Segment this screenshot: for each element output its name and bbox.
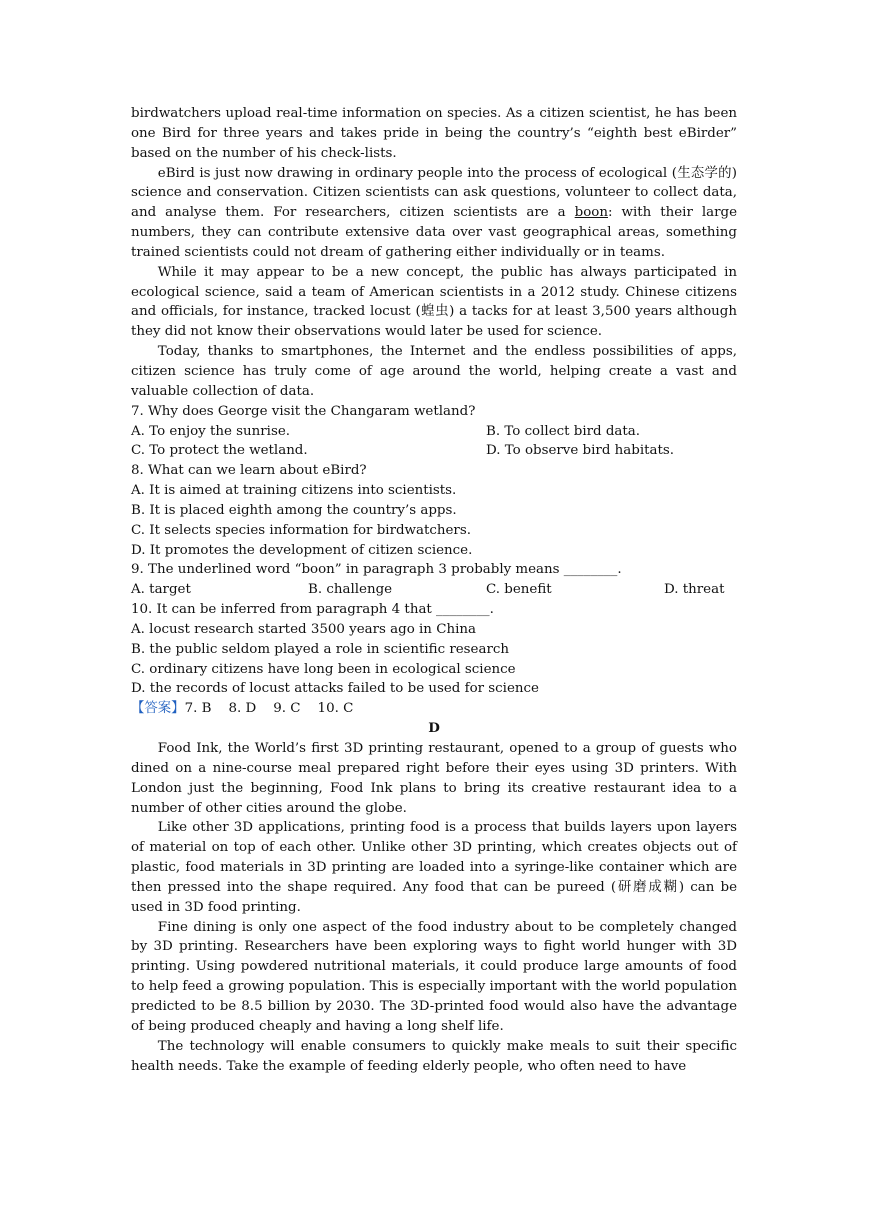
question-stem: 9. The underlined word “boon” in paragraph 3 probably means ________. xyxy=(131,562,622,578)
paragraph-text: eBird is just now drawing in ordinary people into the process of ecological (生态学的) science and conservation. Citizen scientists can ask questions, volunteer to collect data, and analyse them. For researchers, citizen scientists are a xyxy=(131,165,737,221)
option-b: B. the public seldom played a role in scientific research xyxy=(131,641,509,657)
option-c: C. benefit xyxy=(486,582,552,598)
question-stem: 10. It can be inferred from paragraph 4 that ________. xyxy=(131,602,494,618)
option-d: D. To observe bird habitats. xyxy=(486,443,674,459)
question-stem: 7. Why does George visit the Changaram wetland? xyxy=(131,403,476,419)
option-a: A. It is aimed at training citizens into scientists. xyxy=(131,483,457,499)
option-c: C. ordinary citizens have long been in ecological science xyxy=(131,661,516,677)
question-stem: 8. What can we learn about eBird? xyxy=(131,463,367,479)
document-page xyxy=(131,104,737,1076)
paragraph: Like other 3D applications, printing food is a process that builds layers upon layers of material on top of each other. Unlike other 3D printing, which creates objects out of plastic, food materials in 3D printing are loaded into a syringe-like container which are then pressed into the shape required. Any food that can be pureed (研磨成糊) can be used in 3D food printing. xyxy=(131,820,737,915)
paragraph: Today, thanks to smartphones, the Internet and the endless possibilities of apps, citizen science has truly come of age around the world, helping create a vast and valuable collection of data. xyxy=(131,344,737,399)
option-b: B. challenge xyxy=(308,582,393,598)
paragraph: Food Ink, the World’s first 3D printing restaurant, opened to a group of guests who dined on a nine-course meal prepared right before their eyes using 3D printers. With London just the beginning, Food Ink plans to bring its creative restaurant idea to a number of other cities around the globe. xyxy=(131,741,737,816)
answer-label: 【答案】 xyxy=(131,701,185,717)
paragraph: While it may appear to be a new concept, the public has always participated in ecological science, said a team of American scientists in a 2012 study. Chinese citizens and officials, for instance, tracked locust (蝗虫) a tacks for at least 3,500 years although they did not know their observations would later be used for science. xyxy=(131,264,737,340)
option-d: D. threat xyxy=(664,582,725,598)
option-b: B. To collect bird data. xyxy=(486,423,641,439)
answer-text: 7. B 8. D 9. C 10. C xyxy=(184,701,354,717)
option-a: A. target xyxy=(131,582,191,598)
paragraph: The technology will enable consumers to quickly make meals to suit their specific health needs. Take the example of feeding elderly people, who often need to have xyxy=(131,1038,737,1074)
paragraph: birdwatchers upload real-time information on species. As a citizen scientist, he has been one Bird for three years and takes pride in being the country’s “eighth best eBirder” based on the number of his check-lists. xyxy=(131,106,737,161)
paragraph: Fine dining is only one aspect of the food industry about to be completely changed by 3D printing. Researchers have been exploring ways to fight world hunger with 3D printing. Using powdered nutritional materials, it could produce large amounts of food to help feed a growing population. This is especially important with the world population predicted to be 8.5 billion by 2030. The 3D-printed food would also have the advantage of being produced cheaply and having a long shelf life. xyxy=(131,919,737,1034)
option-row xyxy=(131,422,737,442)
paragraph-text: : with their large numbers, they can contribute extensive data over vast geographical areas, something trained scientists could not dream of gathering either individually or in teams. xyxy=(131,205,737,260)
underlined-word-boon: boon xyxy=(574,205,608,221)
section-heading: D xyxy=(428,720,440,737)
answer-key xyxy=(131,699,737,719)
option-c: C. To protect the wetland. xyxy=(131,443,308,459)
option-c: C. It selects species information for birdwatchers. xyxy=(131,522,471,538)
option-d: D. the records of locust attacks failed to be used for science xyxy=(131,681,539,697)
paragraph xyxy=(131,164,737,263)
option-d: D. It promotes the development of citizen science. xyxy=(131,542,473,558)
option-b: B. It is placed eighth among the country’s apps. xyxy=(131,502,457,518)
option-a: A. To enjoy the sunrise. xyxy=(131,423,291,439)
option-row xyxy=(131,580,737,600)
option-row xyxy=(131,441,737,461)
option-a: A. locust research started 3500 years ago in China xyxy=(131,621,476,637)
